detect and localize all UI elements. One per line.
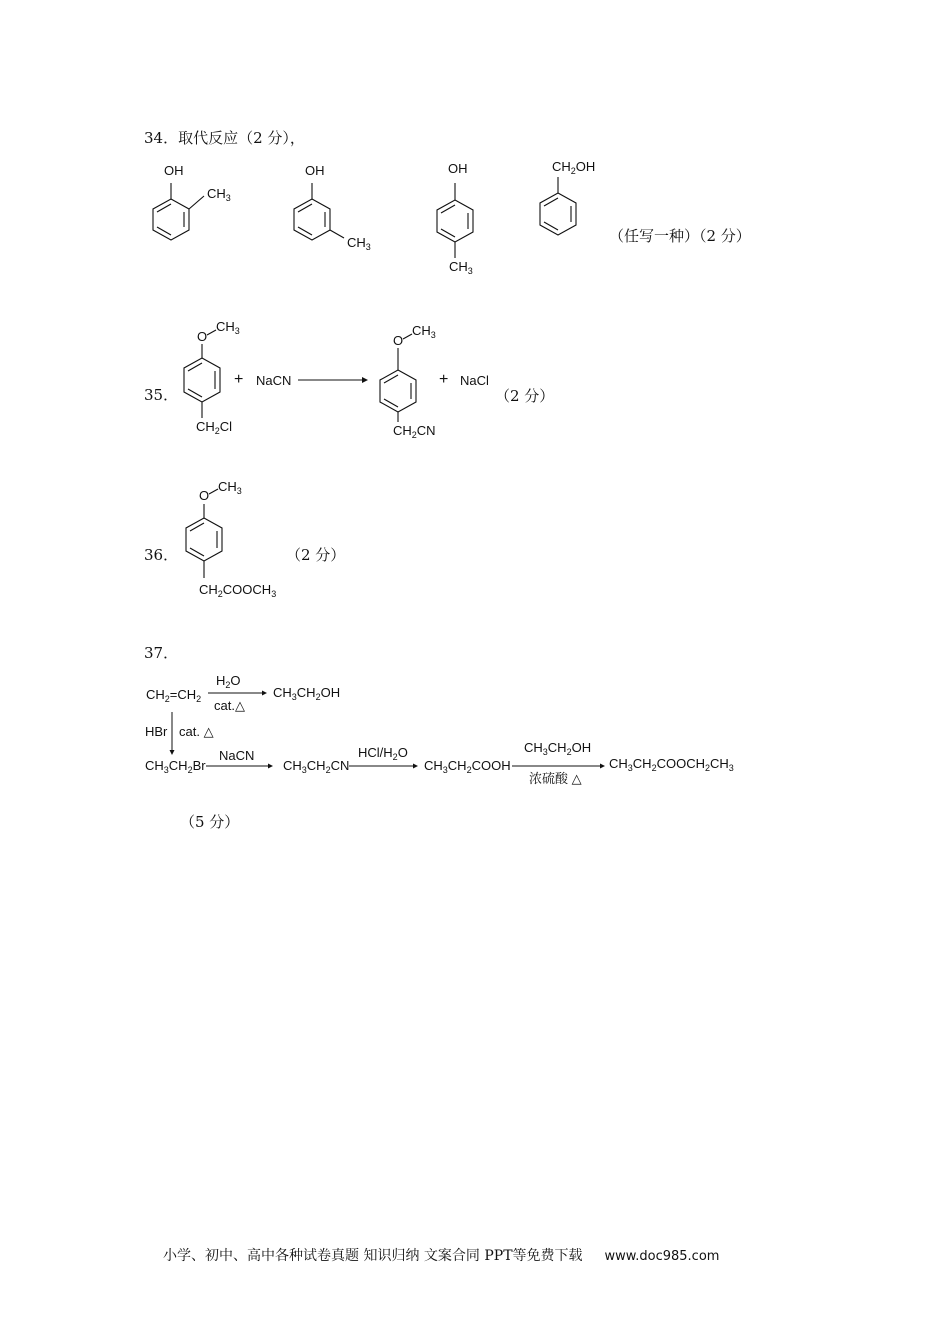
q36-number: 36． <box>144 546 179 564</box>
q35-reactant-o: O <box>197 329 208 344</box>
q37-step2-above: NaCN <box>219 748 255 763</box>
q37-hbr: HBr <box>145 724 168 739</box>
q37-product1: $CH_3CH_2OH$ <box>273 685 341 702</box>
q35-product-o: O <box>393 333 404 348</box>
q36-o: O <box>199 488 210 503</box>
q34-answer: 取代反应（2 分）， <box>178 129 305 147</box>
q37-step4-below: 浓硫酸 △ <box>529 771 582 786</box>
q34-structure-p-cresol <box>437 183 473 258</box>
q35-plus-2: + <box>439 371 449 388</box>
q37-step4-above: $CH_3CH_2OH$ <box>524 740 592 757</box>
q34-structure-o-cresol <box>153 183 204 240</box>
q37-bromide: $CH_3CH_2Br$ <box>145 758 206 775</box>
footer-url[interactable]: www.doc985.com <box>604 1249 720 1264</box>
q34-structure-benzyl-alcohol <box>540 177 576 235</box>
q34-s4-ch2oh: $CH_2OH$ <box>552 159 596 176</box>
q34-number: 34． <box>144 129 179 147</box>
q35-score: （2 分） <box>495 387 555 405</box>
q34-s2-ch3: $CH_3$ <box>347 235 371 252</box>
footer-text: 小学、初中、高中各种试卷真题 知识归纳 文案合同 PPT等免费下载 <box>163 1248 583 1264</box>
q37-nitrile: $CH_3CH_2CN$ <box>283 758 350 775</box>
q35-byproduct: NaCl <box>460 373 489 388</box>
q37-cat-heat: cat. △ <box>179 724 214 739</box>
q34-structures <box>0 150 950 290</box>
q36-ch3: $CH_3$ <box>218 479 242 496</box>
q35-reactant-ch3: $CH_3$ <box>216 319 240 336</box>
q34-note: （任写一种）（2 分） <box>609 227 751 245</box>
q35-plus-1: + <box>234 371 244 388</box>
q37-step3-above: HCl/$H_2O$ <box>358 745 408 762</box>
q34-s1-ch3: $CH_3$ <box>207 186 231 203</box>
q37-acid: $CH_3CH_2COOH$ <box>424 758 511 775</box>
q35-number: 35． <box>144 386 179 404</box>
q35-reagent: NaCN <box>256 373 292 388</box>
q34-s2-oh: OH <box>305 163 325 178</box>
q34-s3-ch3: $CH_3$ <box>449 259 473 276</box>
q37-step1-below: cat.△ <box>214 698 245 713</box>
q34-s3-oh: OH <box>448 161 468 176</box>
q35-reactant-ch2cl: $CH_2Cl$ <box>196 419 233 436</box>
page-footer <box>163 1245 719 1265</box>
q37-number: 37． <box>144 644 179 662</box>
q34-s1-oh: OH <box>164 163 184 178</box>
q37-score: （5 分） <box>180 813 240 831</box>
q37-scheme <box>0 665 950 790</box>
q35-arrowhead <box>362 377 368 383</box>
q37-start: $CH_2=CH_2$ <box>146 687 202 704</box>
q34-heading <box>144 127 305 148</box>
q36-structure <box>0 470 950 610</box>
q37-step1-above: $H_2O$ <box>216 673 241 690</box>
q36-ester: $CH_2COOCH_3$ <box>199 582 277 599</box>
q34-structure-m-cresol <box>294 183 344 240</box>
q35-reaction <box>0 310 950 450</box>
q37-ester: $CH_3CH_2COOCH_2CH_3$ <box>609 756 734 773</box>
q35-product-ch3: $CH_3$ <box>412 323 436 340</box>
q35-product-ch2cn: $CH_2CN$ <box>393 423 436 440</box>
q36-score: （2 分） <box>286 546 346 564</box>
